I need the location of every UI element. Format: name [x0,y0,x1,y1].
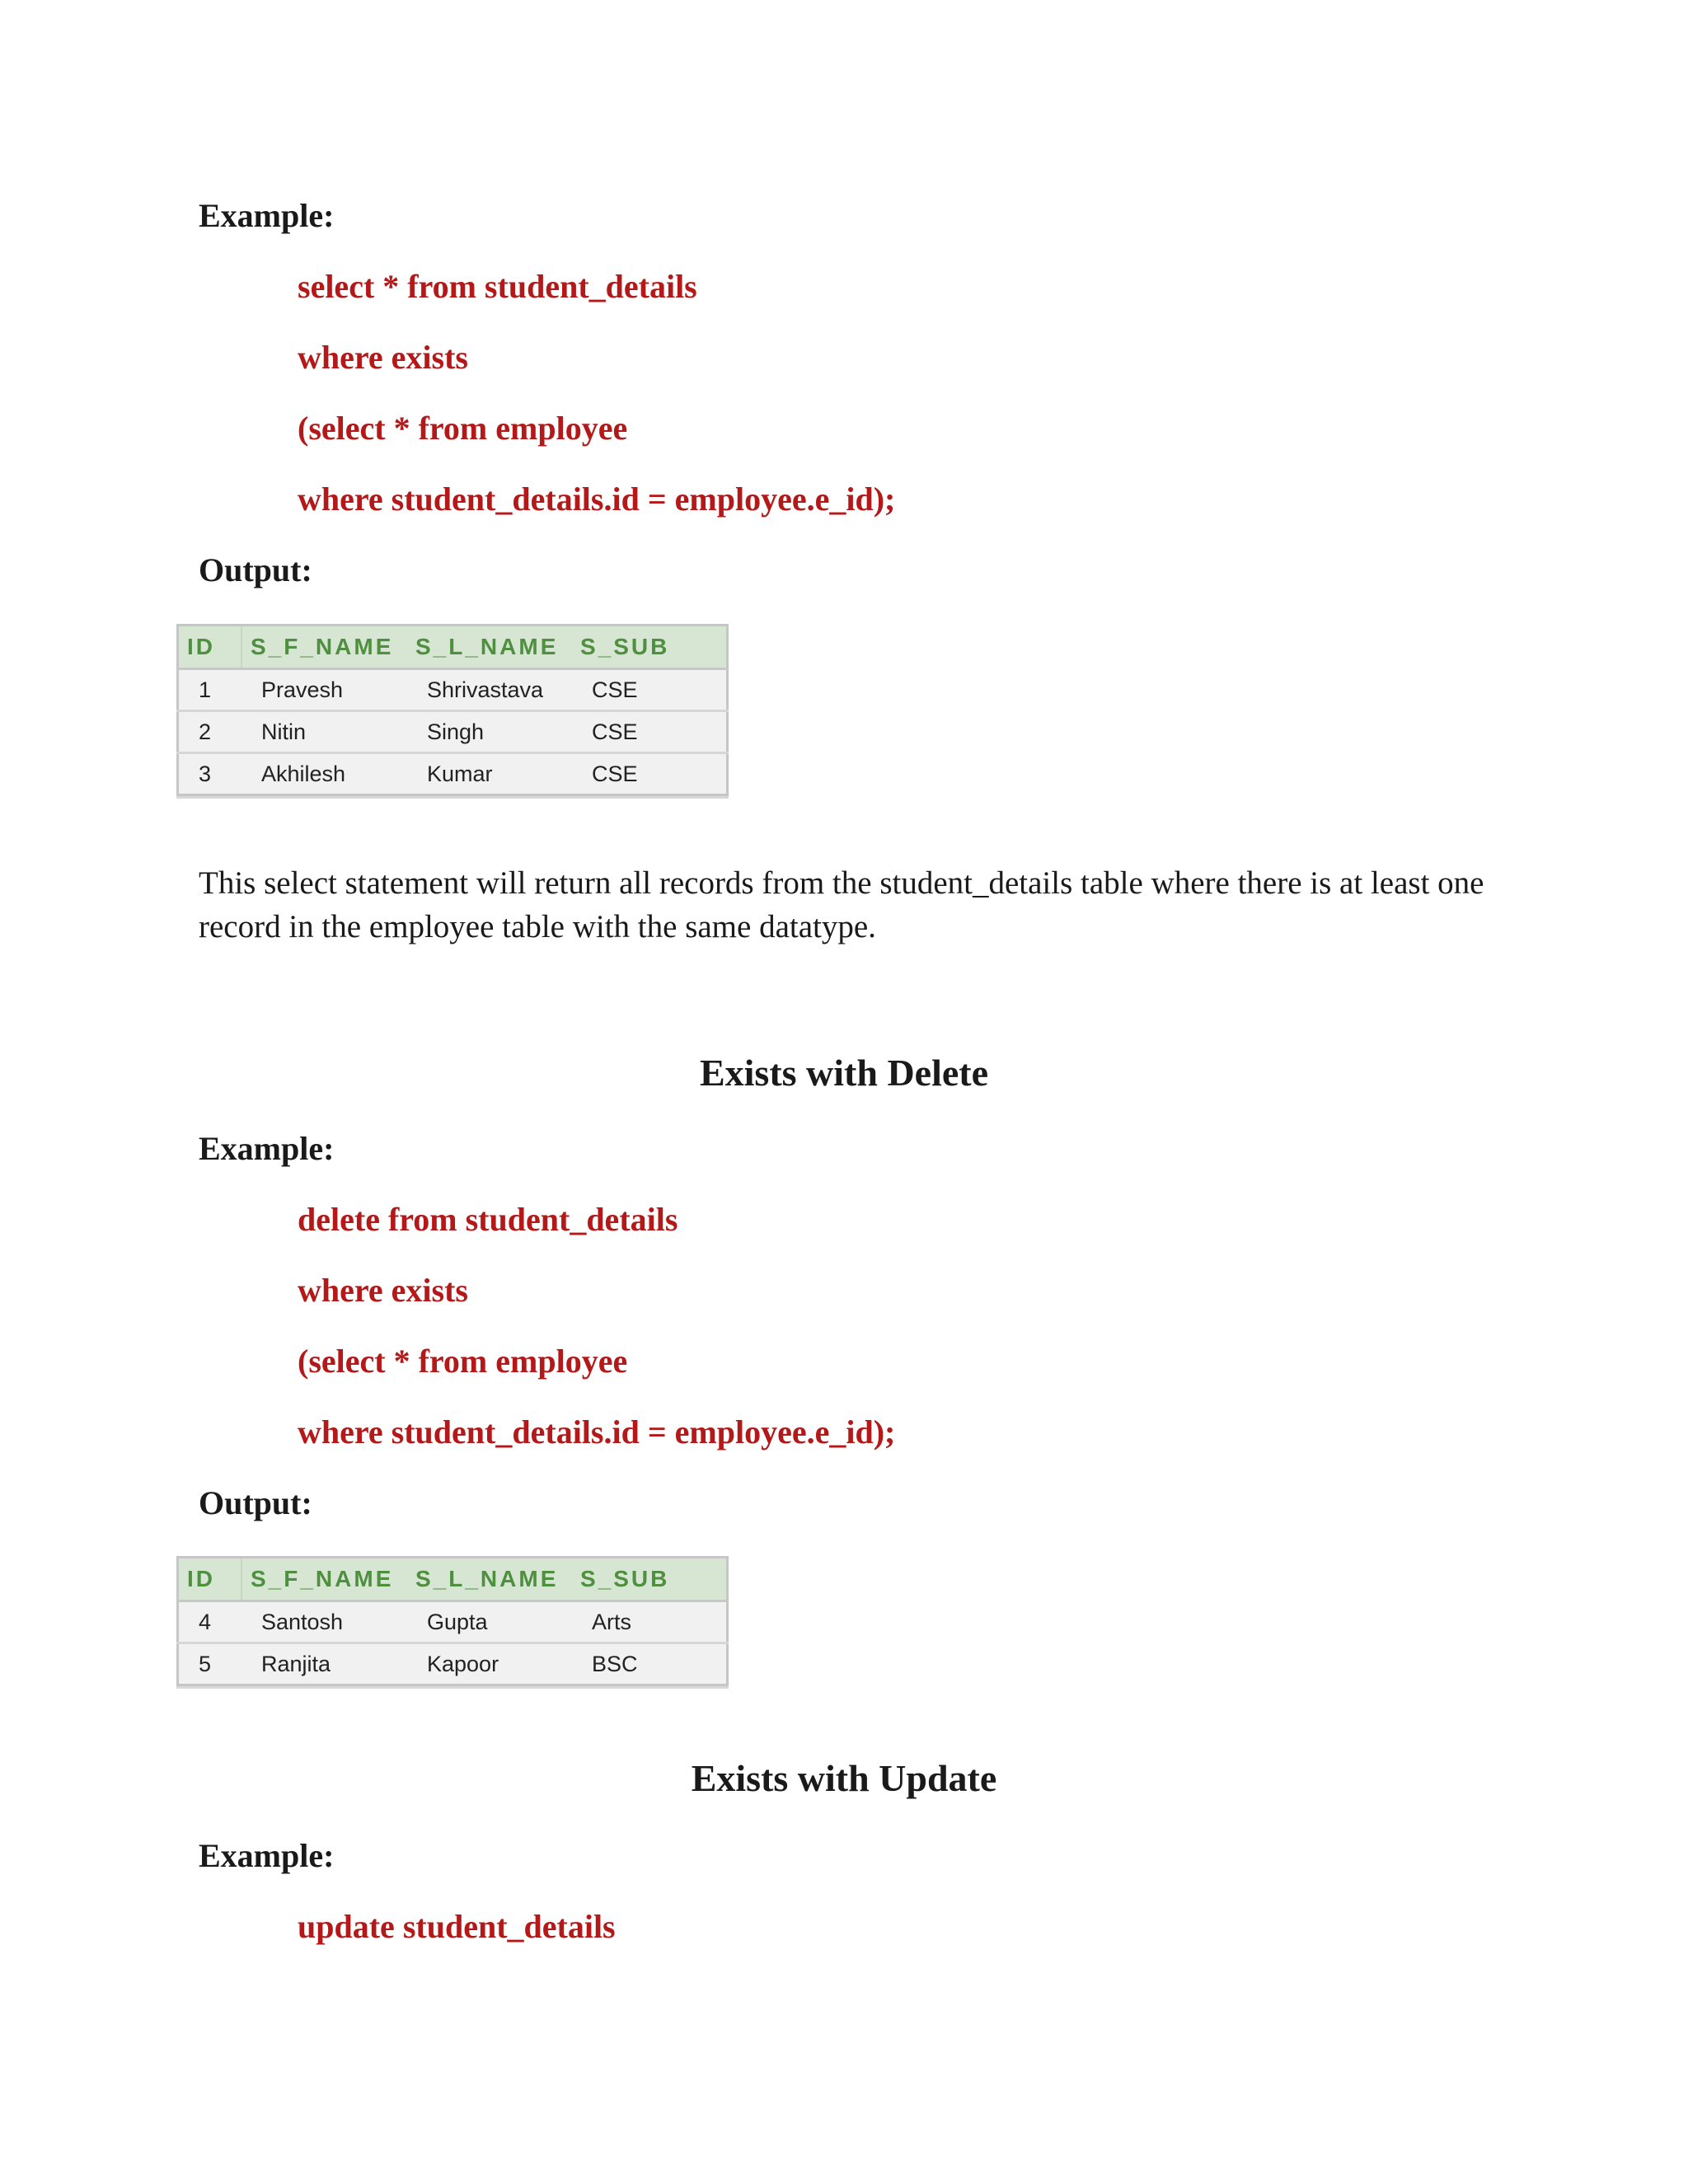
column-header-last-name: S_L_NAME [407,626,572,669]
code-line: where exists [298,339,468,376]
section-heading-delete: Exists with Delete [699,1052,989,1094]
cell-last-name: Kapoor [427,1651,499,1676]
cell-subject: Arts [572,1601,728,1643]
cell-last-name: Singh [407,711,572,753]
column-header-last-name: S_L_NAME [407,1558,572,1601]
table-row [178,669,728,711]
section-heading-update: Exists with Update [691,1757,997,1799]
column-header-id: ID [178,626,242,669]
table-row [178,1643,728,1685]
cell-id: 2 [178,711,242,753]
code-line: update student_details [298,1908,616,1945]
table-header-row [178,626,728,669]
column-header-subject: S_SUB [572,1558,728,1601]
table-header-row [178,1558,728,1601]
code-line: where exists [298,1272,468,1309]
table-row [178,753,728,795]
column-header-id: ID [178,1558,242,1601]
cell-first-name: Pravesh [241,669,407,711]
code-line: delete from student_details [298,1201,678,1238]
cell-last-name: Kumar [427,761,493,786]
table-row [178,1601,728,1643]
output-table [176,624,729,796]
table-row [178,711,728,753]
cell-subject: CSE [572,711,728,753]
cell-last-name: Shrivastava [407,669,572,711]
example-label: Example: [199,1837,335,1874]
column-header-first-name: S_F_NAME [241,626,407,669]
code-line: (select * from employee [298,410,628,447]
example-label: Example: [199,1130,335,1167]
cell-id: 4 [178,1601,242,1643]
example-label: Example: [199,197,335,234]
cell-first-name: Santosh [241,1601,407,1643]
code-line: where student_details.id = employee.e_id); [298,480,896,518]
column-header-first-name: S_F_NAME [241,1558,407,1601]
description-paragraph: This select statement will return all records from the student_details table where there is at least one record in the employee table with the same datatype. [199,865,1484,944]
cell-first-name: Akhilesh [261,761,346,786]
code-line: where student_details.id = employee.e_id); [298,1413,896,1451]
cell-subject: CSE [572,669,728,711]
cell-id: 5 [199,1651,212,1676]
output-label: Output: [199,1484,312,1521]
cell-last-name: Gupta [407,1601,572,1643]
output-table [176,1556,729,1686]
cell-id: 1 [178,669,242,711]
cell-first-name: Nitin [241,711,407,753]
code-line: select * from student_details [298,268,697,305]
cell-id: 3 [199,761,212,786]
cell-first-name: Ranjita [261,1651,331,1676]
cell-subject: BSC [592,1651,638,1676]
column-header-subject: S_SUB [572,626,728,669]
cell-subject: CSE [592,761,638,786]
code-line: (select * from employee [298,1343,628,1380]
output-label: Output: [199,551,312,588]
